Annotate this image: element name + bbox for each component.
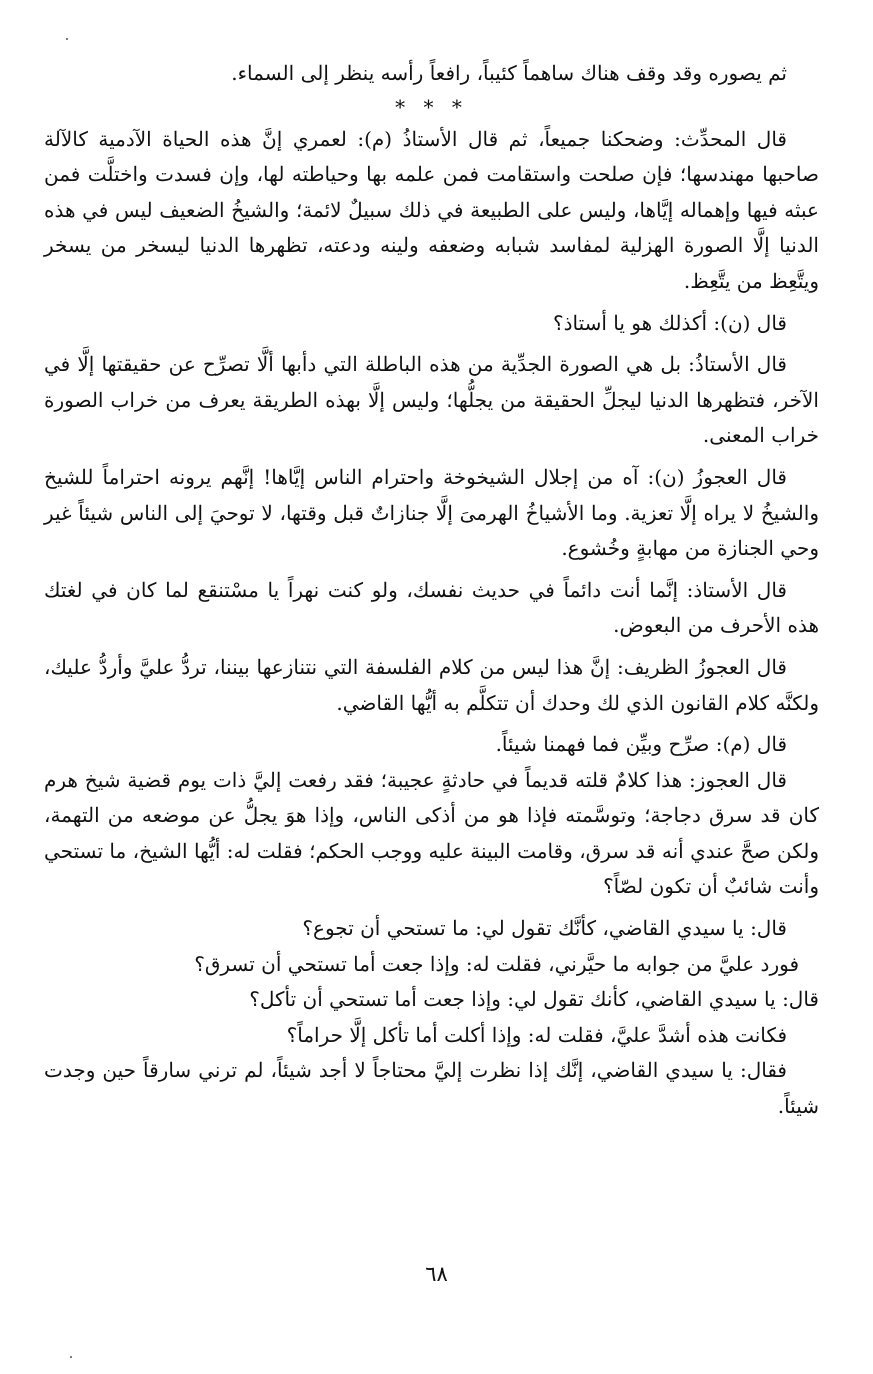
page-speck (70, 1356, 72, 1358)
section-separator: * * * (395, 94, 468, 119)
paragraph-3: قال (ن): أكذلك هو يا أستاذ؟ (552, 310, 787, 335)
paragraph-9: قال العجوز: هذا كلامٌ قلته قديماً في حادثةٍ عجيبة؛ فقد رفعت إليَّ ذات يوم قضية شيخ هرم كان قد سرق دجاجة؛ وتوسَّمته فإذا هو من أذكى الناس، وإذا هوَ يجلُّ عن موضعه من التهمة، ولكن صحَّ عندي أنه قد سرق، وقامت البينة عليه ووجب الحكم؛ فقلت له: أيُّها الشيخ، ما تستحي وأنت شائبٌ أن تكون لصّاً؟ (44, 767, 819, 899)
paragraph-4: قال الأستاذُ: بل هي الصورة الجدِّية من هذه الباطلة التي دأبها ألَّا تصرِّح عن حقيقتها إلَّا في الآخر، فتظهرها الدنيا ليجلِّ الحقيقة من يجلُّها؛ وليس إلَّا بهذه الطريقة يعرف من خراب الصورة خراب المعنى. (44, 352, 819, 448)
paragraph-12: قال: يا سيدي القاضي، كأنك تقول لي: وإذا جعت أما تستحي أن تأكل؟ (249, 987, 819, 1012)
paragraph-2: قال المحدِّث: وضحكنا جميعاً، ثم قال الأستاذُ (م): لعمري إنَّ هذه الحياة الآدمية كالآلة صاحبها مهندسها؛ فإن صلحت واستقامت فمن علمه بها وحياطته لها، وإن فسدت واختلَّت فمن عبثه فيها وإهماله إيَّاها، وليس على الطبيعة في ذلك سبيلٌ لائمة؛ والشيخُ الضعيف ليس في هذه الدنيا إلَّا الصورة الهزلية لمفاسد شبابه وضعفه ولينه ودعته، تظهرها الدنيا ليسخر من يسخر ويتَّعِظ من يتَّعِظ. (44, 126, 819, 293)
paragraph-1: ثم يصوره وقد وقف هناك ساهماً كئيباً، رافعاً رأسه ينظر إلى السماء. (231, 61, 787, 85)
paragraph-7: قال العجوزُ الظريف: إنَّ هذا ليس من كلام الفلسفة التي نتنازعها بيننا، تردُّ عليَّ وأردُّ عليك، ولكنَّه كلام القانون الذي لك وحدك أن تتكلَّم به أيُّها القاضي. (44, 654, 819, 715)
paragraph-8: قال (م): صرِّح وبيِّن فما فهمنا شيئاً. (495, 732, 787, 757)
paragraph-6: قال الأستاذ: إنَّما أنت دائماً في حديث نفسك، ولو كنت نهراً يا مسْتنقع لما كان في لغتك هذه الأحرف من البعوض. (44, 577, 819, 638)
paragraph-10: قال: يا سيدي القاضي، كأنَّك تقول لي: ما تستحي أن تجوع؟ (302, 916, 787, 941)
page-speck (66, 38, 68, 40)
paragraph-14: فقال: يا سيدي القاضي، إنَّك إذا نظرت إليَّ محتاجاً لا أجد شيئاً، لم ترني سارقاً حين وجدت شيئاً. (44, 1058, 819, 1119)
paragraph-11: فورد عليَّ من جوابه ما حيَّرني، فقلت له: وإذا جعت أما تستحي أن تسرق؟ (194, 951, 799, 976)
paragraph-5: قال العجوزُ (ن): آه من إجلال الشيخوخة واحترام الناس إيَّاها! إنَّهم يرونه احتراماً للشيخ والشيخُ لا يراه إلَّا تعزية. وما الأشياخُ الهرمىَ إلَّا جنازاتٌ قبل وقتها، لا توحيَ إلى الناس شيئاً غير وحي الجنازة من مهابةٍ وخُشوع. (44, 464, 819, 561)
paragraph-13: فكانت هذه أشدَّ عليَّ، فقلت له: وإذا أكلت أما تأكل إلَّا حراماً؟ (286, 1022, 787, 1047)
page-number: ٦٨ (425, 1262, 448, 1286)
body-text (44, 56, 819, 1125)
